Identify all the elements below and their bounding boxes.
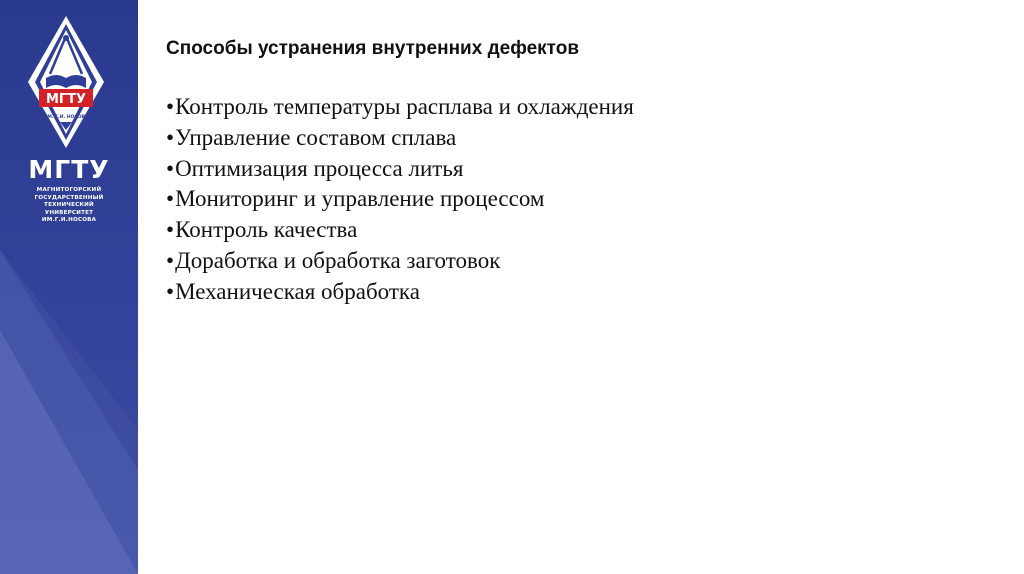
bullet-item [166, 246, 994, 277]
bullet-icon: • [166, 217, 175, 243]
bullet-item [166, 92, 994, 123]
logo-subtitle-line: МАГНИТОГОРСКИЙ [36, 187, 102, 193]
bullet-text: Оптимизация процесса литья [175, 155, 464, 181]
bullet-text: Управление составом сплава [175, 124, 457, 150]
logo-subtitle-line: УНИВЕРСИТЕТ [44, 209, 94, 216]
logo-subtitle-line: ГОСУДАРСТВЕННЫЙ [34, 194, 104, 201]
bullet-list [166, 92, 994, 308]
bullet-icon: • [166, 155, 175, 181]
slide-title: Способы устранения внутренних дефектов [166, 38, 579, 59]
bullet-icon: • [166, 247, 175, 273]
bullet-item [166, 123, 994, 154]
bullet-text: Контроль температуры расплава и охлаждения [175, 94, 634, 119]
emblem-banner-text: МГТУ [45, 92, 87, 107]
logo-wordmark: МГТУ [28, 155, 110, 184]
bullet-item [166, 277, 994, 308]
bullet-icon: • [166, 186, 175, 212]
sidebar-brand-panel [0, 0, 138, 574]
bullet-text: Мониторинг и управление процессом [175, 186, 545, 212]
bullet-icon: • [166, 124, 175, 150]
logo-subtitle-line: ТЕХНИЧЕСКИЙ [44, 202, 94, 209]
bullet-text: Контроль качества [175, 217, 358, 243]
logo-subtitle-line: ИМ.Г.И.НОСОВА [41, 217, 97, 224]
bullet-icon: • [166, 278, 175, 304]
bullet-item [166, 184, 994, 215]
bullet-text: Механическая обработка [175, 278, 420, 304]
slide-content [166, 36, 994, 308]
bullet-icon: • [166, 94, 175, 119]
emblem-small-text: ИМ. Г.И. НОСОВА [43, 115, 89, 120]
university-emblem-icon [26, 14, 106, 150]
bullet-item [166, 154, 994, 185]
bullet-item [166, 215, 994, 246]
bullet-text: Доработка и обработка заготовок [175, 247, 501, 273]
logo-subtitle [0, 187, 138, 225]
